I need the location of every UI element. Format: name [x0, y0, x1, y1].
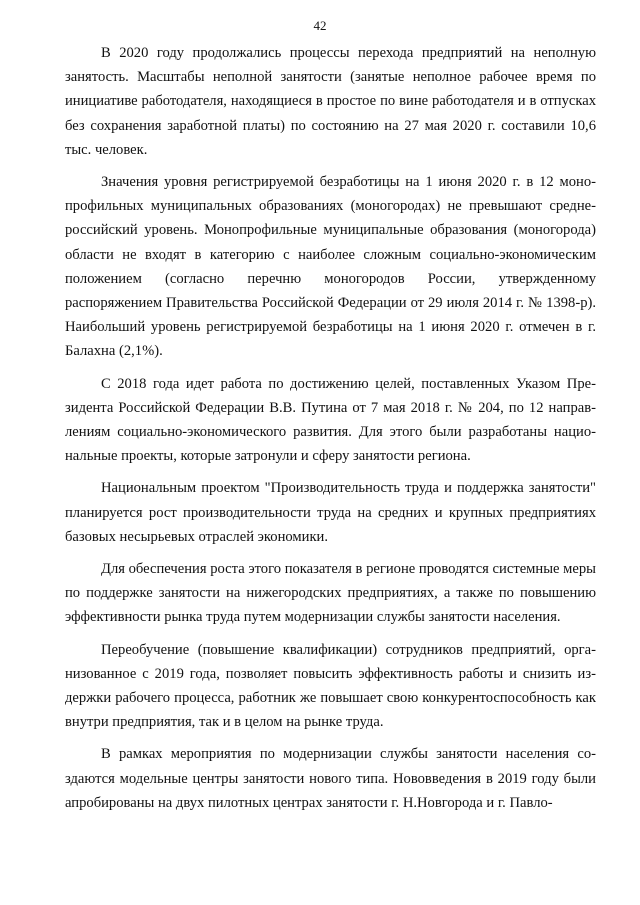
paragraph-retraining: Переобучение (повышение квалификации) сотрудников предприятий, организованное с 2019 года, позволяет повысить эффективность работы и снизить издержки рабочего процесса, работник же повышает свою конкурентоспособность как внутри предприятия, так и в целом на рынке труда. [65, 641, 596, 731]
paragraph-productivity-project: Национальным проектом "Производительность труда и поддержка занятости" планируется рост производительности труда на средних и крупных предприятиях базовых несырьевых отраслей экономики. [65, 480, 596, 545]
paragraph-employment-support: Для обеспечения роста этого показателя в регионе проводятся системные меры по поддержке занятости на нижегородских предприятиях, а также по повышению эффективности рынка труда путем модернизации службы занятости населения. [65, 561, 596, 626]
paragraph-employment-centers: В рамках мероприятия по модернизации службы занятости населения создаются модельные центры занятости нового типа. Нововведения в 2019 году были апробированы на двух пилотных центрах занятости г. Н.Новгорода и г. Павло- [65, 746, 596, 811]
document-body [65, 41, 596, 823]
paragraph-part-time-employment: В 2020 году продолжались процессы перехода предприятий на неполную занятость. Масштабы неполной занятости (занятые неполное рабочее время по инициативе работодателя, находящиеся в простое по вине работодателя и в отпусках без сохранения заработной платы) по состоянию на 27 мая 2020 г. составили 10,6 тыс. человек. [65, 45, 596, 158]
paragraph-national-goals: С 2018 года идет работа по достижению целей, поставленных Указом Президента Российской Федерации В.В. Путина от 7 мая 2018 г. № 204, по 12 направлениям социально-экономического развития. Для этого были разработаны национальные проекты, которые затронули и сферу занятости региона. [65, 375, 596, 465]
paragraph-monotown-unemployment: Значения уровня регистрируемой безработицы на 1 июня 2020 г. в 12 монопрофильных муниципальных образованиях (моногородах) не превышают среднероссийский уровень. Монопрофильные муниципальные образования (моногорода) области не входят в категорию с наиболее сложным социально-экономическим положением (согласно перечню моногородов России, утвержденному распоряжением Правительства Российской Федерации от 29 июля 2014 г. № 1398-р). Наибольший уровень регистрируемой безработицы на 1 июня 2020 г. отмечен в г. Балахна (2,1%). [65, 174, 596, 360]
page-number: 42 [313, 18, 327, 33]
